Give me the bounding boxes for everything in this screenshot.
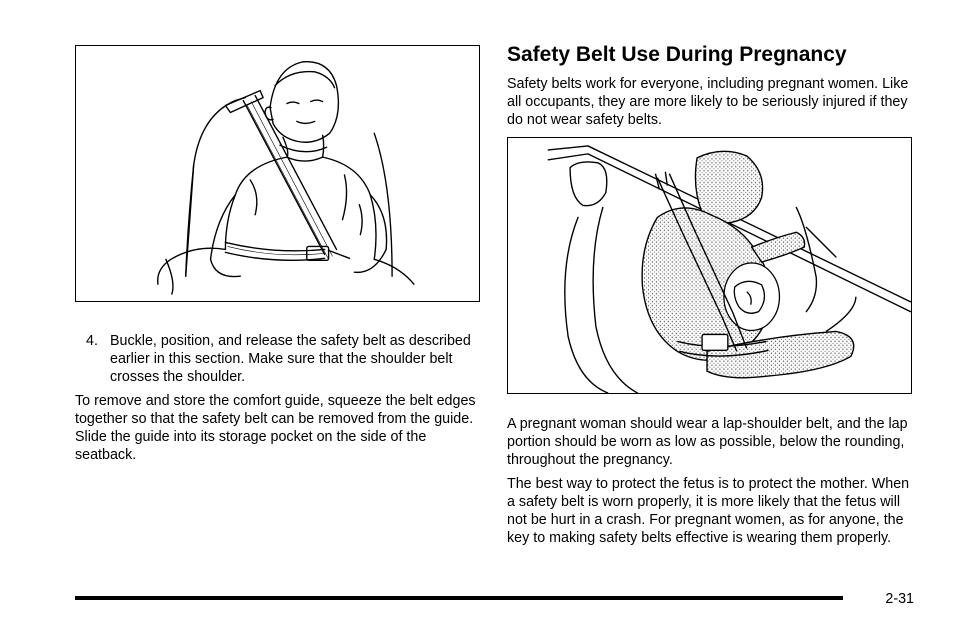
section-heading: Safety Belt Use During Pregnancy — [507, 43, 847, 66]
lap-belt-text: A pregnant woman should wear a lap-shoulder belt, and the lap portion should be worn as low as possible, below the rounding, throughout the pregnancy. — [507, 416, 908, 468]
instruction-step-4 — [86, 332, 486, 386]
fetus-protection-text: The best way to protect the fetus is to protect the mother. When a safety belt is worn properly, it is more likely that the fetus will not be hurt in a crash. For pregnant women, as for anyone, the key to making safety belts effective is wearing them properly. — [507, 476, 910, 546]
pregnancy-intro-paragraph — [507, 75, 917, 129]
pregnant-woman-belt-illustration — [507, 137, 912, 394]
fetus-protection-paragraph — [507, 475, 917, 547]
child-comfort-guide-illustration — [75, 45, 480, 302]
lap-belt-paragraph — [507, 415, 917, 469]
step-number: 4. — [86, 333, 98, 349]
comfort-guide-text: To remove and store the comfort guide, squeeze the belt edges together so that the safety belt can be removed from the guide. Slide the guide into its storage pocket on the side of the seatback. — [75, 393, 476, 463]
pregnancy-intro-text: Safety belts work for everyone, including pregnant women. Like all occupants, they are more likely to be seriously injured if they do not wear safety belts. — [507, 76, 909, 128]
child-seated-belt-drawing — [76, 46, 479, 301]
step-text: Buckle, position, and release the safety belt as described earlier in this section. Make sure that the shoulder belt crosses the shoulder. — [110, 333, 471, 385]
comfort-guide-paragraph — [75, 392, 485, 464]
footer-rule — [75, 596, 843, 600]
pregnant-woman-seated-drawing — [508, 138, 911, 393]
page-number: 2-31 — [885, 591, 914, 607]
